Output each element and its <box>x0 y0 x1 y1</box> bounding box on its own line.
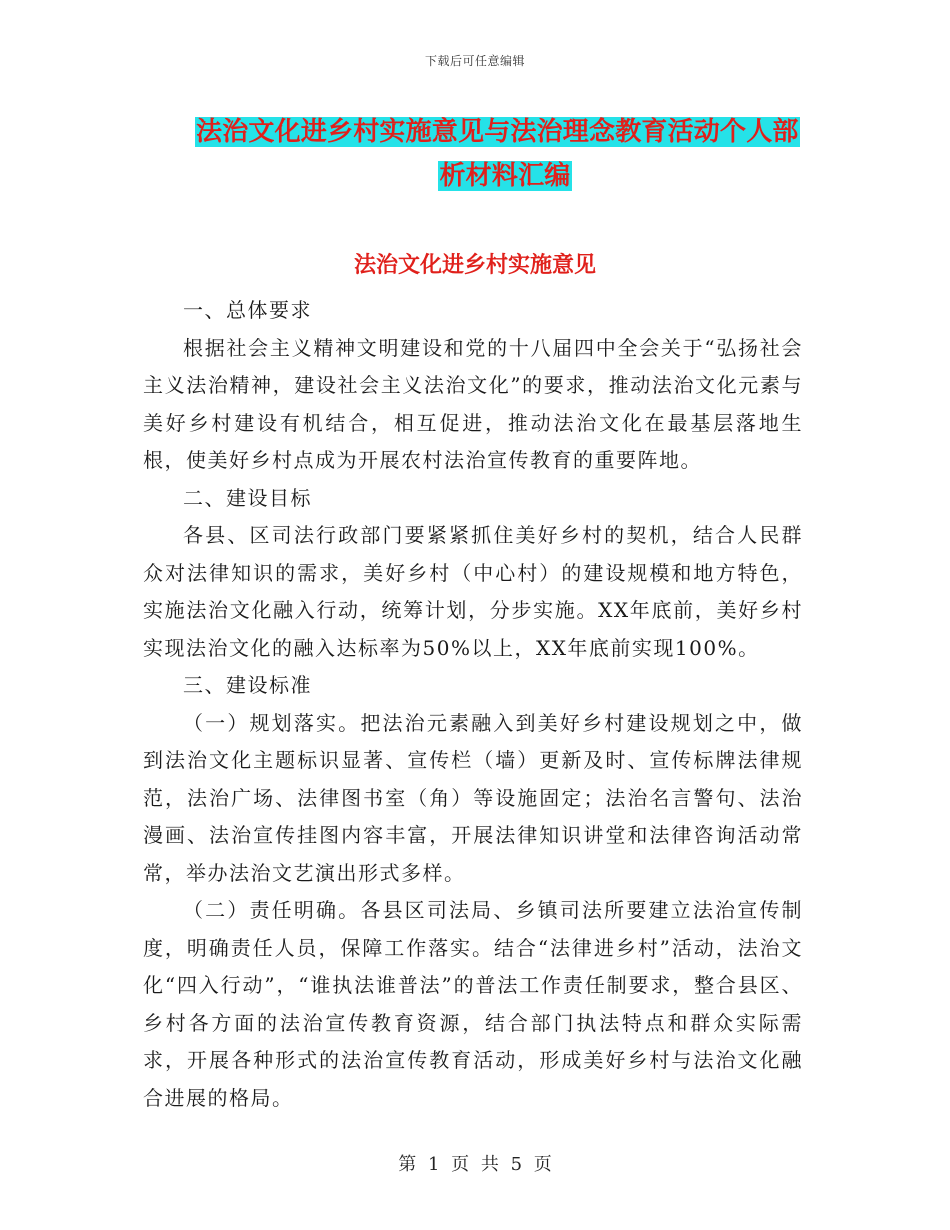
heading-general-requirements: 一、总体要求 <box>183 298 312 322</box>
heading-construction-standards: 三、建设标准 <box>183 673 312 697</box>
section-title: 法治文化进乡村实施意见 <box>353 252 596 278</box>
document-title-line-2: 析材料汇编 <box>439 161 571 191</box>
paragraph-construction-goals: 各县、区司法行政部门要紧紧抓住美好乡村的契机，结合人民群众对法律知识的需求，美好乡村（中心村）的建设规模和地方特色，实施法治文化融入行动，统筹计划，分步实施。XX年底前，美好乡村实现法治文化的融入达标率为50%以上，XX年底前实现100%。 <box>143 523 803 660</box>
document-body <box>143 292 803 1117</box>
page-number: 第 1 页 共 5 页 <box>398 1154 552 1175</box>
header-note: 下载后可任意编辑 <box>424 54 525 68</box>
document-title-line-1: 法治文化进乡村实施意见与法治理念教育活动个人部 <box>196 117 799 147</box>
paragraph-planning: （一）规划落实。把法治元素融入到美好乡村建设规划之中，做到法治文化主题标识显著、宣传栏（墙）更新及时、宣传标牌法律规范，法治广场、法律图书室（角）等设施固定；法治名言警句、法治漫画、法治宣传挂图内容丰富，开展法律知识讲堂和法律咨询活动常常，举办法治文艺演出形式多样。 <box>143 710 803 885</box>
paragraph-responsibility: （二）责任明确。各县区司法局、乡镇司法所要建立法治宣传制度，明确责任人员，保障工作落实。结合“法律进乡村”活动，法治文化“四入行动”，“谁执法谁普法”的普法工作责任制要求，整合县区、乡村各方面的法治宣传教育资源，结合部门执法特点和群众实际需求，开展各种形式的法治宣传教育活动，形成美好乡村与法治文化融合进展的格局。 <box>143 898 803 1110</box>
document-title-line-2-wrapper <box>195 154 815 198</box>
document-title <box>195 110 815 198</box>
paragraph-general-requirements: 根据社会主义精神文明建设和党的十八届四中全会关于“弘扬社会主义法治精神，建设社会主义法治文化”的要求，推动法治文化元素与美好乡村建设有机结合，相互促进，推动法治文化在最基层落地生根，使美好乡村点成为开展农村法治宣传教育的重要阵地。 <box>143 335 803 472</box>
heading-construction-goals: 二、建设目标 <box>183 485 312 510</box>
